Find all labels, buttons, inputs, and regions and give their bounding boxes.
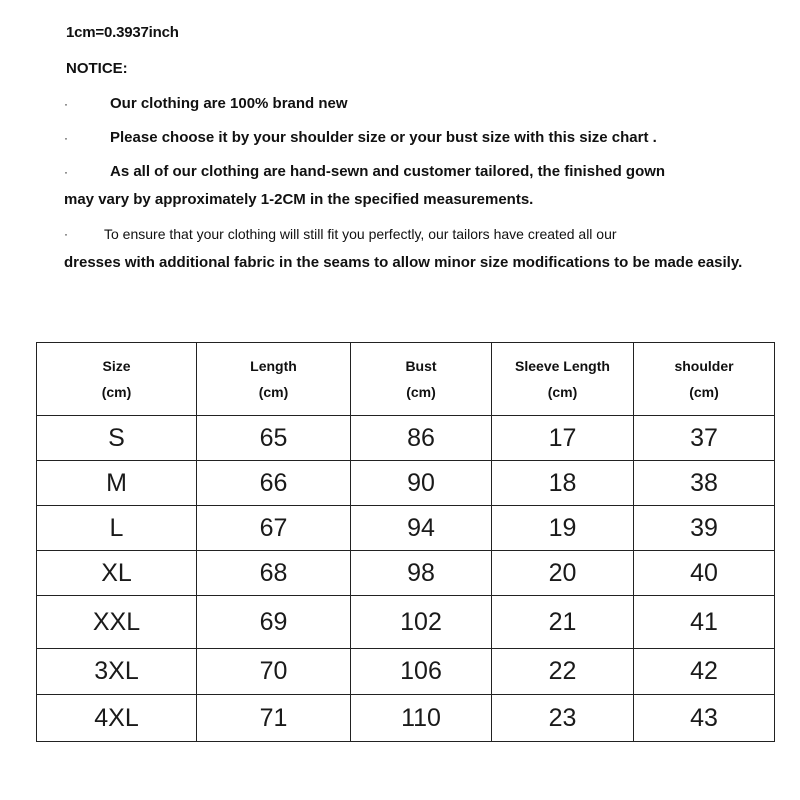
cell-length: 69 (197, 596, 351, 649)
cell-size: 3XL (37, 649, 197, 695)
cell-sleeve-length: 22 (492, 649, 634, 695)
cell-shoulder: 37 (634, 416, 775, 461)
cell-size: XXL (37, 596, 197, 649)
cell-sleeve-length: 19 (492, 506, 634, 551)
cell-length: 71 (197, 695, 351, 742)
size-chart-table (36, 342, 775, 742)
notice-item (64, 90, 744, 118)
cell-size: XL (37, 551, 197, 596)
table-row (37, 695, 775, 742)
table-row (37, 649, 775, 695)
bullet-icon: · (64, 131, 68, 145)
cell-bust: 86 (351, 416, 492, 461)
cell-bust: 106 (351, 649, 492, 695)
table-row (37, 506, 775, 551)
notice-item (64, 158, 744, 214)
notice-item-continuation: dresses with additional fabric in the seams to allow minor size modifications to be made easily. (64, 254, 743, 271)
bullet-icon: · (64, 227, 68, 241)
cell-bust: 110 (351, 695, 492, 742)
bullet-icon: · (64, 97, 68, 111)
table-row (37, 596, 775, 649)
cell-shoulder: 41 (634, 596, 775, 649)
cell-length: 67 (197, 506, 351, 551)
notice-item-text: As all of our clothing are hand-sewn and customer tailored, the finished gown (110, 163, 666, 180)
notice-item-text: Our clothing are 100% brand new (110, 95, 348, 112)
cell-length: 70 (197, 649, 351, 695)
notice-list (64, 90, 744, 283)
header-bust: Bust (cm) (351, 343, 492, 416)
cell-shoulder: 39 (634, 506, 775, 551)
cell-shoulder: 43 (634, 695, 775, 742)
header-length: Length (cm) (197, 343, 351, 416)
cell-size: S (37, 416, 197, 461)
notice-item (64, 220, 744, 277)
cell-bust: 94 (351, 506, 492, 551)
cell-sleeve-length: 18 (492, 461, 634, 506)
notice-title: NOTICE: (66, 60, 128, 77)
cell-sleeve-length: 17 (492, 416, 634, 461)
bullet-icon: · (64, 165, 68, 179)
table-row (37, 461, 775, 506)
table-header-row (37, 343, 775, 416)
notice-item-continuation: may vary by approximately 1-2CM in the specified measurements. (64, 191, 534, 208)
cell-bust: 102 (351, 596, 492, 649)
cell-sleeve-length: 23 (492, 695, 634, 742)
cell-shoulder: 42 (634, 649, 775, 695)
notice-item (64, 124, 744, 152)
cell-sleeve-length: 21 (492, 596, 634, 649)
cell-shoulder: 38 (634, 461, 775, 506)
cell-length: 65 (197, 416, 351, 461)
table-row (37, 551, 775, 596)
unit-conversion: 1cm=0.3937inch (66, 24, 179, 41)
cell-bust: 98 (351, 551, 492, 596)
cell-size: 4XL (37, 695, 197, 742)
header-sleeve-length: Sleeve Length (cm) (492, 343, 634, 416)
cell-sleeve-length: 20 (492, 551, 634, 596)
cell-bust: 90 (351, 461, 492, 506)
table-row (37, 416, 775, 461)
cell-length: 68 (197, 551, 351, 596)
cell-length: 66 (197, 461, 351, 506)
cell-shoulder: 40 (634, 551, 775, 596)
header-size: Size (cm) (37, 343, 197, 416)
header-shoulder: shoulder (cm) (634, 343, 775, 416)
cell-size: L (37, 506, 197, 551)
notice-item-text: To ensure that your clothing will still fit you perfectly, our tailors have created all our (104, 226, 617, 242)
notice-item-text: Please choose it by your shoulder size or your bust size with this size chart . (110, 129, 657, 146)
cell-size: M (37, 461, 197, 506)
